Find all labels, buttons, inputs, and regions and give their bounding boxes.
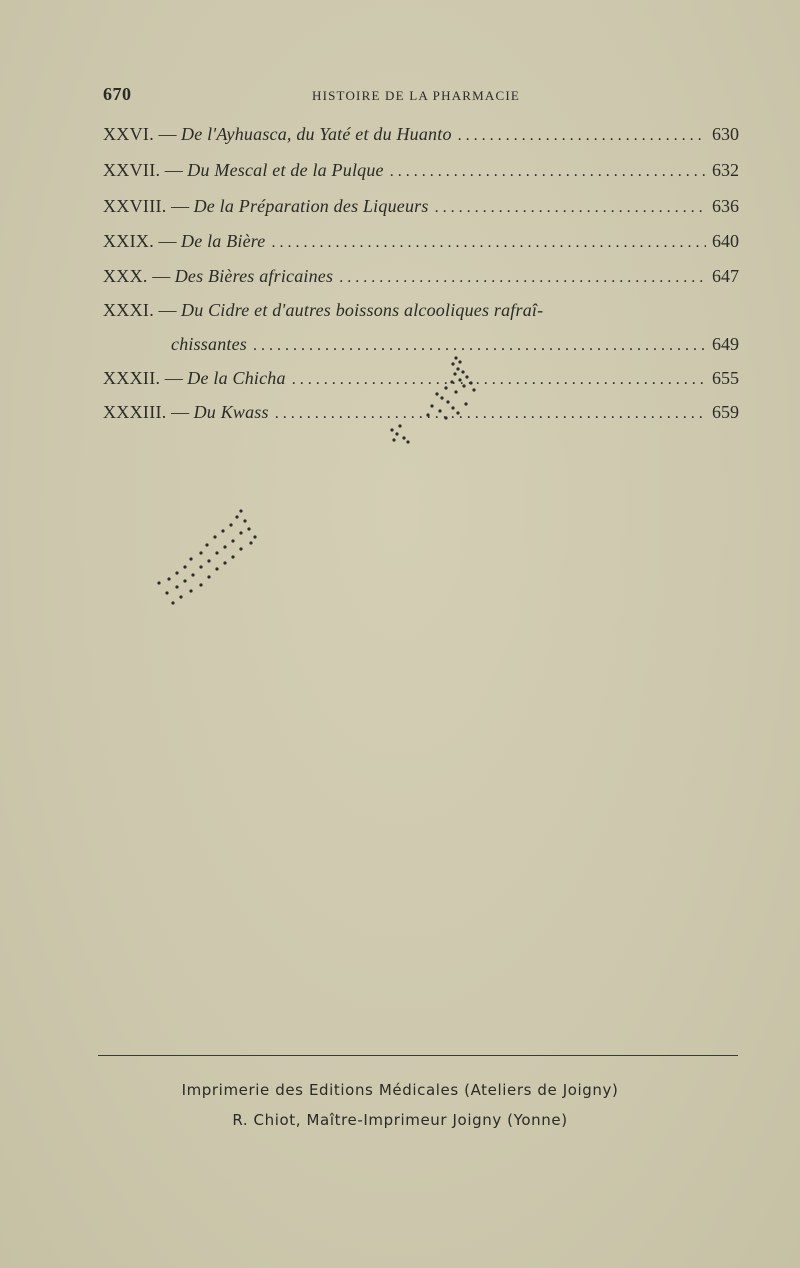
toc-entry: XXVII. — Du Mescal et de la Pulque . . . 632 (103, 160, 739, 186)
page-number: 670 (103, 84, 132, 104)
chapter-title: De la Bière (181, 231, 266, 251)
chapter-number: XXXIII. (103, 402, 167, 422)
dot-leader (339, 269, 706, 287)
imprint-line-1: Imprimerie des Editions Médicales (Ateliers de Joigny) (181, 1081, 619, 1099)
toc-entry: XXX. — Des Bières africaines . . . 647 (103, 266, 739, 292)
page-ref: 636 (712, 196, 739, 216)
chapter-title-continued: chissantes (171, 334, 247, 354)
toc-entry: XXVIII. — De la Préparation des Liqueurs . . . 636 (103, 196, 739, 222)
chapter-title: Du Kwass (193, 402, 269, 422)
page-ref: 647 (712, 266, 739, 286)
chapter-title: De la Chicha (187, 368, 286, 388)
toc-entry: XXVI. — De l'Ayhuasca, du Yaté et du Huanto . . . 630 (103, 124, 739, 150)
toc-entry: XXXI. — Du Cidre et d'autres boissons alcooliques rafraî- (103, 300, 544, 320)
chapter-title: Du Cidre et d'autres boissons alcooliques rafraî- (181, 300, 544, 320)
chapter-title: De l'Ayhuasca, du Yaté et du Huanto (181, 124, 452, 144)
chapter-title: Des Bières africaines (174, 266, 334, 286)
imprint-line-2: R. Chiot, Maître-Imprimeur Joigny (Yonne) (232, 1111, 568, 1129)
page-ref: 632 (712, 160, 739, 180)
chapter-number: XXVII. (103, 160, 161, 180)
running-title: HISTOIRE DE LA PHARMACIE (312, 88, 521, 103)
dot-leader (272, 234, 706, 252)
dot-leader (435, 199, 706, 217)
page-ref: 649 (712, 334, 739, 354)
page-ref: 640 (712, 231, 739, 251)
chapter-number: XXXII. (103, 368, 161, 388)
page-ref: 630 (712, 124, 739, 144)
dot-leader (458, 127, 706, 145)
chapter-title: De la Préparation des Liqueurs (193, 196, 429, 216)
toc-entry: XXXIII. — Du Kwass . . . 659 (103, 402, 739, 428)
chapter-number: XXXI. (103, 300, 154, 320)
toc-entry: XXIX. — De la Bière . . . 640 (103, 231, 739, 257)
chapter-number: XXVI. (103, 124, 154, 144)
page-ref: 655 (712, 368, 739, 388)
perforation-marks (370, 350, 520, 450)
chapter-number: XXIX. (103, 231, 154, 251)
footer-rule (98, 1055, 738, 1056)
chapter-number: XXX. (103, 266, 148, 286)
chapter-title: Du Mescal et de la Pulque (187, 160, 384, 180)
perforation-cluster (145, 505, 285, 610)
dot-leader (390, 163, 706, 181)
page-ref: 659 (712, 402, 739, 422)
chapter-number: XXVIII. (103, 196, 167, 216)
toc-entry: XXXII. — De la Chicha . . . 655 (103, 368, 739, 394)
